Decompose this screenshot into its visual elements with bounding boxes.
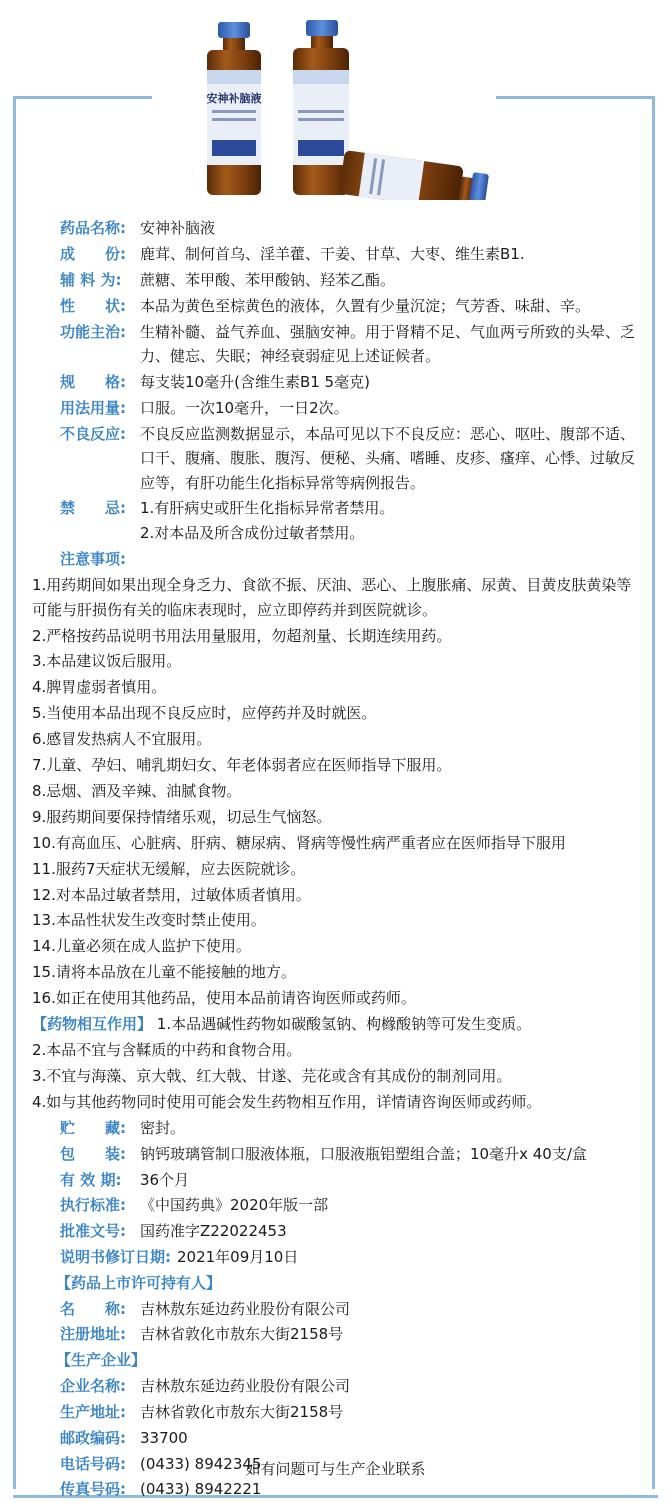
interactions-section <box>32 1012 640 1114</box>
footer-contact-note: 如有问题可与生产企业联系 <box>245 1460 426 1478</box>
field-label: 辅 料 为: <box>60 270 122 289</box>
precaution-item: 2.严格按药品说明书用法用量服用，勿超剂量、长期连续用药。 <box>32 626 452 645</box>
field-packaging <box>60 1142 640 1166</box>
field-label: 性 状: <box>60 296 126 315</box>
field-label: 企业名称: <box>60 1376 126 1395</box>
field-label: 批准文号: <box>60 1222 126 1241</box>
precaution-item: 15.请将本品放在儿童不能接触的地方。 <box>32 963 296 982</box>
field-label: 说明书修订日期: <box>60 1248 171 1267</box>
field-value: 生精补髓、益气养血、强脑安神。用于肾精不足、气血两亏所致的头晕、乏力、健忘、失眠；神经衰弱症见上述证候者。 <box>140 322 636 366</box>
manufacturer-address <box>60 1400 640 1424</box>
field-value: 蔗糖、苯甲酸、苯甲酸钠、羟苯乙酯。 <box>140 270 396 289</box>
interaction-item <box>32 1012 640 1036</box>
precaution-item: 10.有高血压、心脏病、肝病、糖尿病、肾病等慢性病严重者应在医师指导下服用 <box>32 833 566 852</box>
field-label: 名 称: <box>60 1299 126 1318</box>
interaction-item: 4.如与其他药物同时使用可能会发生药物相互作用，详情请咨询医师或药师。 <box>32 1092 542 1111</box>
precaution-item: 14.儿童必须在成人监护下使用。 <box>32 937 251 956</box>
precaution-item: 4.脾胃虚弱者慎用。 <box>32 678 167 697</box>
precaution-item: 3.本品建议饭后服用。 <box>32 652 182 671</box>
fields-bottom <box>60 1116 640 1270</box>
field-label: 禁 忌: <box>60 499 126 518</box>
precaution-item: 1.用药期间如果出现全身乏力、食欲不振、厌油、恶心、上腹胀痛、尿黄、目黄皮肤黄染等可能与肝损伤有关的临床表现时，应立即停药并到医院就诊。 <box>32 576 632 619</box>
field-value: 吉林敖东延边药业股份有限公司 <box>140 1376 351 1395</box>
field-label: 功能主治: <box>60 322 126 341</box>
bottle-1-label: 安神补脑液 <box>206 92 262 105</box>
field-approval-number <box>60 1219 640 1243</box>
precaution-item: 5.当使用本品出现不良反应时，应停药并及时就医。 <box>32 704 377 723</box>
precaution-item: 13.本品性状发生改变时禁止使用。 <box>32 911 266 930</box>
field-label: 生产地址: <box>60 1402 126 1421</box>
field-value: 本品为黄色至棕黄色的液体，久置有少量沉淀；气芳香、味甜、辛。 <box>140 296 591 315</box>
contraindication-item: 2.对本品及所含成份过敏者禁用。 <box>140 523 365 542</box>
field-value: 口服。一次10毫升，一日2次。 <box>140 398 349 417</box>
field-adverse-reactions <box>60 422 640 495</box>
field-value: 33700 <box>140 1428 188 1447</box>
bottle-1 <box>207 22 262 195</box>
field-specification <box>60 370 640 394</box>
field-label: 用法用量: <box>60 398 126 417</box>
holder-heading: 【药品上市许可持有人】 <box>56 1274 222 1293</box>
precautions-list <box>32 573 640 1010</box>
field-value: 不良反应监测数据显示，本品可见以下不良反应：恶心、呕吐、腹部不适、口干、腹痛、腹胀、腹泻、便秘、头痛、嗜睡、皮疹、瘙痒、心悸、过敏反应等，有肝功能生化指标异常等病例报告。 <box>140 424 636 492</box>
field-shelf-life <box>60 1168 640 1192</box>
leaflet-content <box>32 216 640 1503</box>
field-value <box>140 496 640 545</box>
field-value: (0433) 8942221 <box>140 1480 262 1499</box>
field-storage <box>60 1116 640 1140</box>
field-label: 邮政编码: <box>60 1428 126 1447</box>
contraindication-item: 1.有肝病史或肝生化指标异常者禁用。 <box>140 499 395 518</box>
bottle-2 <box>293 20 349 195</box>
field-label: 规 格: <box>60 372 126 391</box>
field-indications <box>60 320 640 369</box>
field-value: (0433) 8942345 <box>140 1454 262 1473</box>
field-label: 有 效 期: <box>60 1170 122 1189</box>
holder-name <box>60 1297 640 1321</box>
fields-top <box>60 216 640 495</box>
interaction-text: 1.本品遇碱性药物如碳酸氢钠、枸橼酸钠等可发生变质。 <box>156 1015 532 1034</box>
field-label: 成 份: <box>60 244 126 263</box>
bottle-3 <box>339 150 490 200</box>
field-value: 钠钙玻璃管制口服液体瓶，口服液瓶铝塑组合盖；10毫升x 40支/盒 <box>140 1144 587 1163</box>
field-label: 注册地址: <box>60 1325 126 1344</box>
field-excipients <box>60 268 640 292</box>
field-label: 电话号码: <box>60 1454 126 1473</box>
field-value: 每支装10毫升(含维生素B1 5毫克) <box>140 372 370 391</box>
field-standard <box>60 1193 640 1217</box>
precaution-item: 11.服药7天症状无缓解，应去医院就诊。 <box>32 859 306 878</box>
precaution-item: 9.服药期间要保持情绪乐观，切忌生气恼怒。 <box>32 807 332 826</box>
field-label: 传真号码: <box>60 1480 126 1499</box>
manufacturer-postcode <box>60 1426 640 1450</box>
field-value: 吉林省敦化市敖东大街2158号 <box>140 1402 344 1421</box>
manufacturer-heading: 【生产企业】 <box>56 1351 147 1370</box>
field-value: 密封。 <box>140 1118 186 1137</box>
interactions-label: 【药物相互作用】 <box>32 1015 153 1034</box>
precaution-item: 12.对本品过敏者禁用，过敏体质者慎用。 <box>32 885 311 904</box>
precaution-item: 6.感冒发热病人不宜服用。 <box>32 730 212 749</box>
product-bottles-image <box>185 10 495 200</box>
field-description <box>60 294 640 318</box>
field-label: 执行标准: <box>60 1196 126 1215</box>
field-ingredients <box>60 242 640 266</box>
manufacturer-name <box>60 1374 640 1398</box>
precaution-item: 16.如正在使用其他药品，使用本品前请咨询医师或药师。 <box>32 989 416 1008</box>
field-value: 国药准字Z22022453 <box>140 1222 287 1241</box>
precautions-heading: 注意事项: <box>60 549 126 568</box>
field-label: 不良反应: <box>60 424 126 443</box>
field-drug-name <box>60 216 640 240</box>
field-value: 鹿茸、制何首乌、淫羊藿、干姜、甘草、大枣、维生素B1. <box>140 244 525 263</box>
precaution-item: 7.儿童、孕妇、哺乳期妇女、年老体弱者应在医师指导下服用。 <box>32 756 452 775</box>
holder-address <box>60 1322 640 1346</box>
field-label: 药品名称: <box>60 219 126 237</box>
field-contraindications <box>60 496 640 545</box>
field-value: 吉林敖东延边药业股份有限公司 <box>140 1299 351 1318</box>
interaction-item: 2.本品不宜与含鞣质的中药和食物合用。 <box>32 1041 302 1059</box>
field-label: 包 装: <box>60 1144 126 1163</box>
field-value: 吉林省敦化市敖东大街2158号 <box>140 1325 344 1344</box>
field-label: 贮 藏: <box>60 1118 126 1137</box>
field-revision-date <box>60 1245 640 1269</box>
field-value: 36个月 <box>140 1170 190 1189</box>
manufacturer-fax <box>60 1477 640 1501</box>
field-value: 《中国药典》2020年版一部 <box>140 1196 329 1215</box>
precaution-item: 8.忌烟、酒及辛辣、油腻食物。 <box>32 781 242 800</box>
field-dosage <box>60 396 640 420</box>
field-value: 2021年09月10日 <box>177 1248 299 1267</box>
field-value: 安神补脑液 <box>140 219 216 237</box>
interaction-item: 3.不宜与海藻、京大戟、红大戟、甘遂、芫花或含有其成份的制剂同用。 <box>32 1066 512 1085</box>
